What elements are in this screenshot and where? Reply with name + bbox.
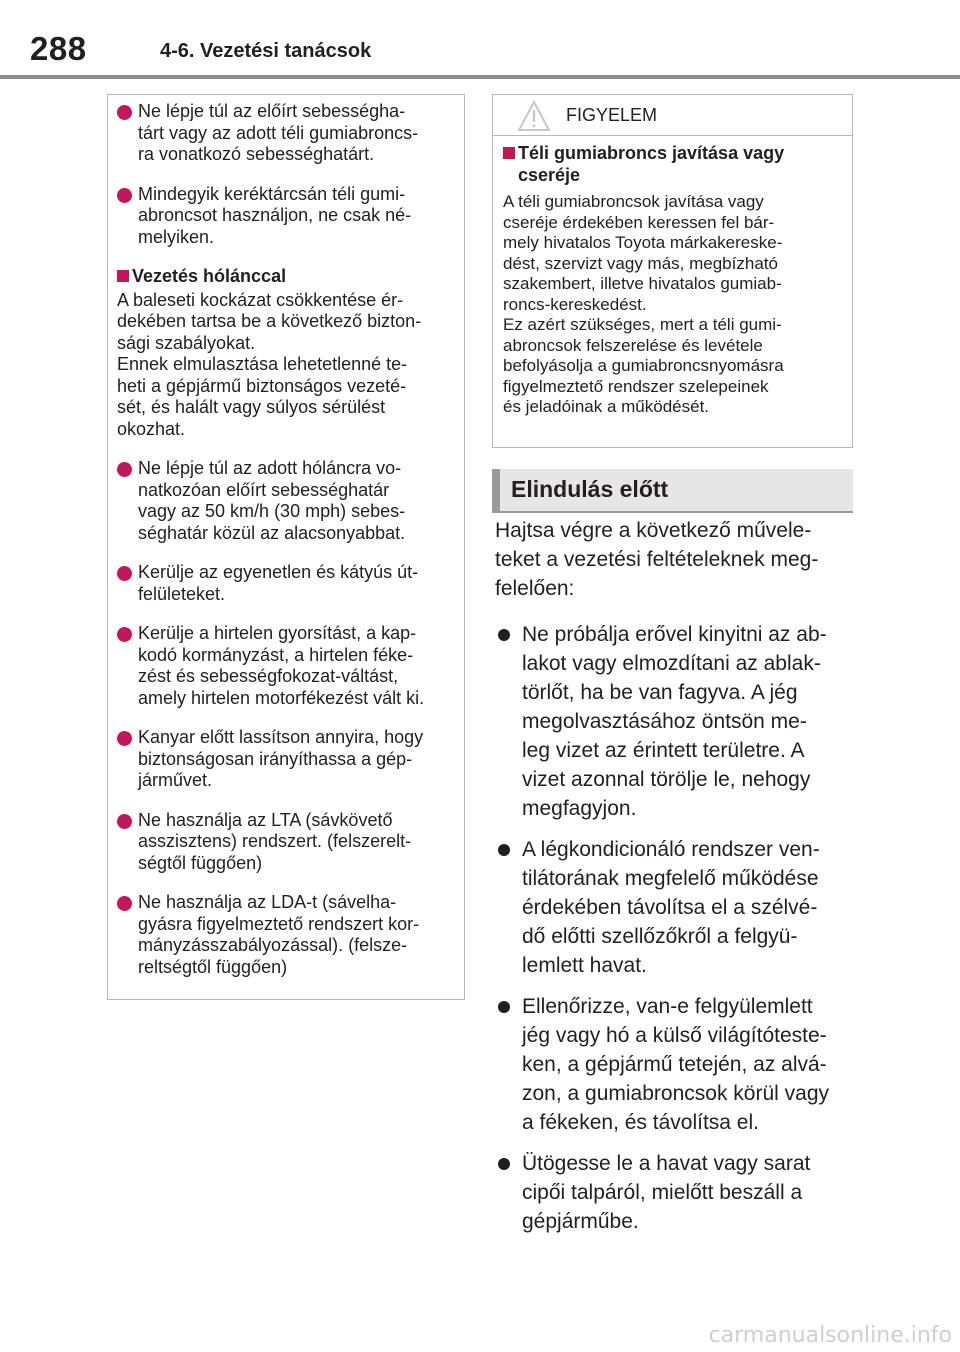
bullet-dot-icon bbox=[498, 844, 510, 856]
circle-bullet-icon bbox=[117, 462, 132, 477]
text-line: Ne próbálja erővel kinyitni az ab- bbox=[522, 623, 827, 646]
list-item bbox=[495, 992, 855, 1137]
text-line: A téli gumiabroncsok javítása vagy bbox=[503, 192, 764, 211]
text-line: befolyásolja a gumiabroncsnyomásra bbox=[503, 356, 784, 375]
text-line: érdekében távolítsa el a szélvé- bbox=[522, 896, 818, 919]
list-item bbox=[117, 101, 452, 166]
circle-bullet-icon bbox=[117, 566, 132, 581]
text-line: zon, a gumiabroncsok körül vagy bbox=[522, 1082, 829, 1105]
text-line: törlőt, ha be van fagyva. A jég bbox=[522, 681, 798, 704]
warning-triangle-icon bbox=[517, 100, 551, 132]
text-line: roncs-kereskedést. bbox=[503, 294, 647, 314]
text-line: A baleseti kockázat csökkentése ér- bbox=[117, 289, 404, 310]
text-line: vizet azonnal törölje le, nehogy bbox=[522, 768, 811, 791]
text-line: ségtől függően) bbox=[138, 852, 263, 873]
text-line: vagy az 50 km/h (30 mph) sebes- bbox=[138, 501, 406, 521]
text-line: figyelmeztető rendszer szelepeinek bbox=[503, 376, 769, 396]
warning-box-right bbox=[492, 94, 853, 448]
text-line: zést és sebességfokozat-váltást, bbox=[138, 666, 399, 686]
text-line: Ne lépje túl az adott hóláncra vo- bbox=[138, 458, 402, 478]
text-line: Ellenőrizze, van-e felgyülemlett bbox=[522, 995, 813, 1018]
warning-header bbox=[493, 95, 852, 136]
text-line: leg vizet az érintett területre. A bbox=[522, 739, 805, 762]
bullet-dot-icon bbox=[498, 629, 510, 641]
text-line: a fékeken, és távolítsa el. bbox=[522, 1111, 759, 1134]
text-line: megfagyjon. bbox=[522, 797, 637, 820]
text-line: Ne használja az LDA-t (sávelha- bbox=[138, 892, 397, 912]
caution-box-left bbox=[107, 94, 465, 1000]
text-line: mely hivatalos Toyota márkakereske- bbox=[503, 233, 783, 252]
text-line: ra vonatkozó sebességhatárt. bbox=[138, 144, 375, 164]
main-column bbox=[495, 516, 855, 1248]
text-line: ken, a gépjármű tetején, az alvá- bbox=[522, 1053, 827, 1076]
heading-bar bbox=[492, 469, 500, 513]
section-heading-band bbox=[492, 469, 853, 513]
text-line: cipői talpáról, mielőtt beszáll a bbox=[522, 1181, 803, 1204]
text-line: tilátorának megfelelő működése bbox=[522, 867, 819, 890]
text-line: dekében tartsa be a következő bizton- bbox=[117, 311, 422, 331]
subheading-winter-tire-repair: Téli gumiabroncs javítása vagy cseréje bbox=[503, 143, 842, 186]
list-item bbox=[495, 1149, 855, 1236]
text-line: asszisztens) rendszert. (felszerelt- bbox=[138, 831, 412, 851]
text-line: és jeladóinak a működését. bbox=[503, 397, 710, 416]
list-item bbox=[495, 835, 855, 980]
circle-bullet-icon bbox=[117, 731, 132, 746]
text-line: lemlett havat. bbox=[522, 954, 647, 977]
section-heading: Elindulás előtt bbox=[511, 476, 669, 502]
text-line: gépjárműbe. bbox=[522, 1210, 639, 1233]
text-line: cseréje érdekében keressen fel bár- bbox=[503, 212, 775, 232]
list-item bbox=[117, 562, 452, 605]
text-line: mányzásszabályozással). (felsze- bbox=[138, 935, 408, 955]
text-line: okozhat. bbox=[117, 418, 186, 439]
text-line: felelően: bbox=[495, 577, 575, 600]
list-item bbox=[117, 458, 452, 544]
circle-bullet-icon bbox=[117, 627, 132, 642]
list-item bbox=[117, 184, 452, 249]
square-bullet-icon bbox=[117, 270, 129, 282]
text-line: gyásra figyelmeztető rendszert kor- bbox=[138, 913, 420, 934]
winter-tire-paragraph bbox=[503, 192, 842, 418]
text-line: natkozóan előírt sebességhatár bbox=[138, 479, 390, 500]
bullet-dot-icon bbox=[498, 1158, 510, 1170]
text-line: Kerülje a hirtelen gyorsítást, a kap- bbox=[138, 623, 417, 643]
text-line: felületeket. bbox=[138, 583, 226, 604]
header-rule bbox=[0, 75, 960, 79]
text-line: Kanyar előtt lassítson annyira, hogy bbox=[138, 727, 424, 747]
text-line: járművet. bbox=[138, 770, 213, 790]
text-line: Kerülje az egyenetlen és kátyús út- bbox=[138, 562, 419, 582]
intro-paragraph bbox=[495, 516, 855, 603]
circle-bullet-icon bbox=[117, 105, 132, 120]
text-line: heti a gépjármű biztonságos vezeté- bbox=[117, 375, 407, 396]
circle-bullet-icon bbox=[117, 188, 132, 203]
text-line: Ennek elmulasztása lehetetlenné te- bbox=[117, 354, 408, 374]
text-line: dést, szervizt vagy más, megbízható bbox=[503, 253, 778, 273]
list-item bbox=[117, 892, 452, 978]
text-line: megolvasztásához öntsön me- bbox=[522, 710, 807, 733]
list-item bbox=[117, 727, 452, 792]
text-line: Ez azért szükséges, mert a téli gumi- bbox=[503, 315, 782, 334]
text-line: biztonságosan irányíthassa a gép- bbox=[138, 748, 413, 769]
text-line: amely hirtelen motorfékezést vált ki. bbox=[138, 687, 425, 708]
section-title: 4-6. Vezetési tanácsok bbox=[160, 40, 372, 62]
text-line: Ütögesse le a havat vagy sarat bbox=[522, 1152, 811, 1175]
snow-chain-paragraph bbox=[117, 290, 452, 441]
text-line: dő előtti szellőzőkről a felgyü- bbox=[522, 925, 798, 948]
text-line: szakembert, illetve hivatalos gumiab- bbox=[503, 274, 782, 293]
watermark: carmanualsonline.info bbox=[708, 1323, 952, 1348]
circle-bullet-icon bbox=[117, 896, 132, 911]
text-line: abroncsot használjon, ne csak né- bbox=[138, 205, 412, 225]
text-line: Hajtsa végre a következő művele- bbox=[495, 519, 812, 542]
text-line: sági szabályokat. bbox=[117, 332, 256, 353]
text-line: Ne lépje túl az előírt sebességha- bbox=[138, 101, 406, 121]
warning-label: FIGYELEM bbox=[566, 105, 658, 125]
text-line: kodó kormányzást, a hirtelen féke- bbox=[138, 644, 414, 665]
text-line: Mindegyik keréktárcsán téli gumi- bbox=[138, 183, 406, 204]
text-line: Ne használja az LTA (sávkövető bbox=[138, 809, 393, 830]
list-item bbox=[117, 623, 452, 709]
text-line: jég vagy hó a külső világítóteste- bbox=[522, 1024, 827, 1047]
bullet-dot-icon bbox=[498, 1001, 510, 1013]
text-line: melyiken. bbox=[138, 226, 215, 247]
text-line: abroncsok felszerelése és levétele bbox=[503, 335, 763, 355]
list-item bbox=[117, 810, 452, 875]
text-line: lakot vagy elmozdítani az ablak- bbox=[522, 652, 821, 675]
circle-bullet-icon bbox=[117, 814, 132, 829]
text-line: reltségtől függően) bbox=[138, 956, 288, 977]
text-line: tárt vagy az adott téli gumiabroncs- bbox=[138, 122, 419, 143]
text-line: sét, és halált vagy súlyos sérülést bbox=[117, 397, 386, 417]
text-line: A légkondicionáló rendszer ven- bbox=[522, 838, 820, 861]
subheading-snow-chains: Vezetés hólánccal bbox=[117, 266, 452, 288]
text-line: teket a vezetési feltételeknek meg- bbox=[495, 548, 819, 571]
list-item bbox=[495, 620, 855, 823]
square-bullet-icon bbox=[503, 147, 515, 159]
text-line: séghatár közül az alacsonyabbat. bbox=[138, 522, 406, 543]
page-number: 288 bbox=[30, 30, 87, 67]
